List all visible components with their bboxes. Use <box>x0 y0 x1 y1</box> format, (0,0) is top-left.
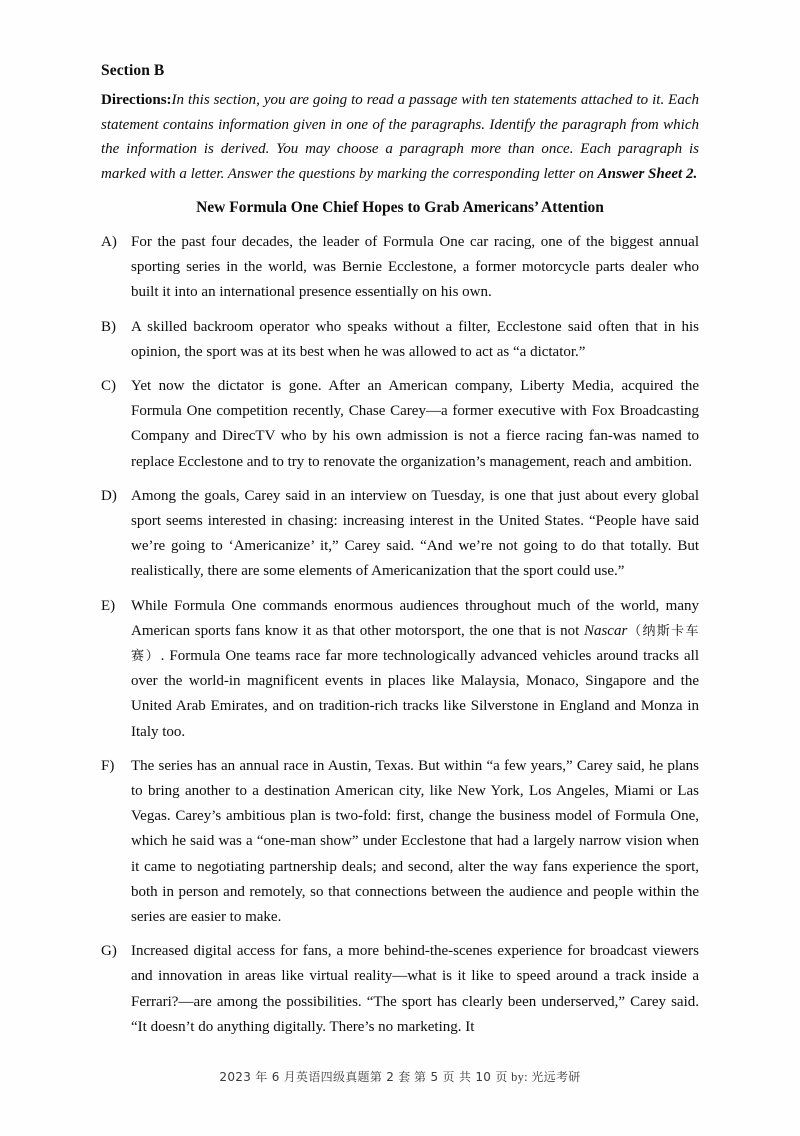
article-title: New Formula One Chief Hopes to Grab Americans’ Attention <box>196 199 604 216</box>
footer-credit-name: 光远考研 <box>531 1070 581 1084</box>
paragraph-text-g: Increased digital access for fans, a more behind-the-scenes experience for broadcast viewers and innovation in areas like virtual reality—what is it like to speed around a track inside a Ferrari?—are among the possibilities. “The sport has clearly been underserved,” Carey said. “It doesn’t do anything digitally. There’s no marketing. It <box>131 943 699 1035</box>
paragraph-label-g: G) <box>101 943 117 960</box>
paragraph-label-b: B) <box>101 318 116 335</box>
paragraph-e <box>101 594 699 745</box>
paragraph-d <box>101 484 699 585</box>
footer-exam-info: 2023 年 6 月英语四级真题第 2 套 <box>219 1070 411 1084</box>
footer-page-info: 第 5 页 共 10 页 <box>414 1070 508 1084</box>
answer-sheet-emphasis: Answer Sheet 2. <box>597 165 698 182</box>
paragraph-label-a: A) <box>101 234 117 250</box>
paragraph-g <box>101 939 699 1040</box>
paragraph-text-b: A skilled backroom operator who speaks without a filter, Ecclestone said often that in his opinion, the sport was at its best when he was allowed to act as “a dictator.” <box>131 318 699 360</box>
page-footer <box>0 1068 800 1085</box>
paragraph-text-c: Yet now the dictator is gone. After an American company, Liberty Media, acquired the Formula One competition recently, Chase Carey—a former executive with Fox Broadcasting Company and DirecTV who by his own admission is not a fierce racing fan-was named to replace Ecclestone and to try to renovate the organization’s management, reach and ambition. <box>131 378 699 470</box>
paragraph-c <box>101 374 699 475</box>
nascar-italic-term: Nascar <box>583 622 628 639</box>
paragraph-label-d: D) <box>101 487 117 504</box>
paragraph-text-a: For the past four decades, the leader of Formula One car racing, one of the biggest annual sporting series in the world, was Bernie Ecclestone, a former motorcycle parts dealer who built it into an international presence essentially on his own. <box>131 234 699 301</box>
paragraph-f <box>101 754 699 930</box>
paragraph-b <box>101 315 699 365</box>
paragraph-text-f: The series has an annual race in Austin, Texas. But within “a few years,” Carey said, he plans to bring another to a destination American city, like New York, Los Angeles, Miami or Las Vegas. Carey’s ambitious plan is two-fold: first, change the business model of Formula One, which he said was a “one-man show” under Ecclestone that had a largely narrow vision when it came to negotiating partnership deals; and second, alter the way fans experience the sport, both in person and remotely, so that connections between the audience and people within the series are easier to make. <box>131 757 699 926</box>
paragraph-text-e-part2: . Formula One teams race far more technologically advanced vehicles around tracks all over the world-in magnificent events in places like Malaysia, Monaco, Singapore and the United Arab Emirates, and on tradition-rich tracks like Silverstone in England and Monza in Italy too. <box>131 648 699 740</box>
paragraph-label-e: E) <box>101 597 116 614</box>
paragraph-text-d: Among the goals, Carey said in an interview on Tuesday, is one that just about every global sport seems interested in chasing: increasing interest in the United States. “People have said we’re going to ‘Americanize’ it,” Carey said. “And we’re not going to do that totally. But realistically, there are some elements of Americanization that the sport could use.” <box>131 487 699 580</box>
paragraph-text-e-part1: While Formula One commands enormous audiences throughout much of the world, many American sports fans know it as that other motorsport, the one that is not <box>131 597 699 639</box>
footer-credit-label: by: <box>511 1070 528 1084</box>
nascar-chinese-gloss: （纳斯卡车赛） <box>131 623 699 665</box>
paragraph-label-c: C) <box>101 378 116 395</box>
directions-block <box>101 88 699 186</box>
paragraph-label-f: F) <box>101 757 115 774</box>
page-content <box>101 60 699 1049</box>
directions-label: Directions: <box>101 92 172 108</box>
section-heading: Section B <box>101 62 165 79</box>
paragraph-a <box>101 230 699 306</box>
directions-text: In this section, you are going to read a passage with ten statements attached to it. Each statement contains information given in one of the paragraphs. Identify the paragraph from which the information is derived. You may choose a paragraph more than once. Each paragraph is marked with a letter. Answer the questions by marking the corresponding letter on <box>101 92 699 182</box>
